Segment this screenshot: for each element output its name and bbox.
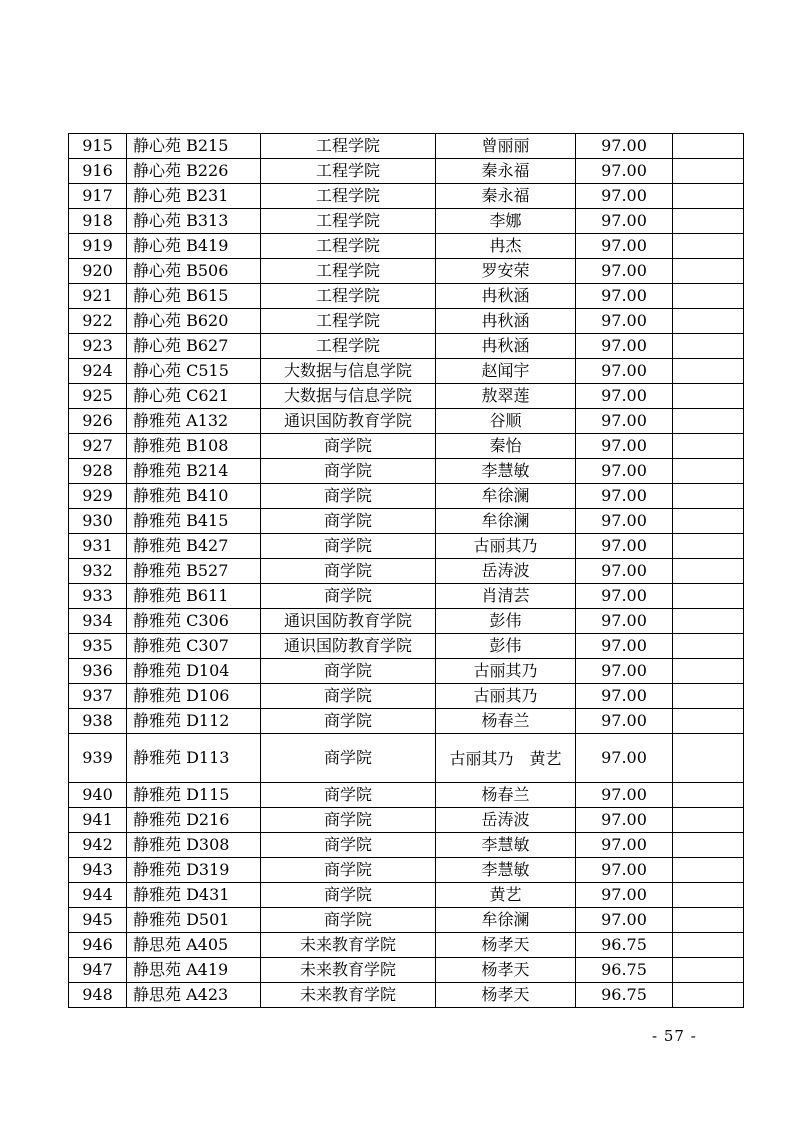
table-row (69, 534, 744, 559)
cell-note (673, 434, 744, 459)
cell-college: 商学院 (261, 808, 436, 833)
cell-room: 静雅苑 D431 (127, 883, 261, 908)
cell-note (673, 209, 744, 234)
cell-college: 工程学院 (261, 184, 436, 209)
cell-name: 牟徐澜 (436, 908, 576, 933)
cell-name: 古丽其乃 (436, 684, 576, 709)
cell-room: 静雅苑 D308 (127, 833, 261, 858)
cell-number: 915 (69, 134, 127, 159)
cell-college: 未来教育学院 (261, 958, 436, 983)
cell-note (673, 484, 744, 509)
cell-note (673, 184, 744, 209)
cell-college: 工程学院 (261, 259, 436, 284)
cell-number: 947 (69, 958, 127, 983)
cell-college: 工程学院 (261, 284, 436, 309)
cell-name: 冉秋涵 (436, 284, 576, 309)
cell-name: 秦永福 (436, 184, 576, 209)
cell-room: 静雅苑 D113 (127, 734, 261, 783)
table-row (69, 883, 744, 908)
cell-note (673, 534, 744, 559)
cell-college: 工程学院 (261, 159, 436, 184)
cell-room: 静雅苑 B427 (127, 534, 261, 559)
cell-number: 941 (69, 808, 127, 833)
cell-name: 杨孝天 (436, 933, 576, 958)
cell-name: 李慧敏 (436, 833, 576, 858)
cell-number: 938 (69, 709, 127, 734)
table-row (69, 359, 744, 384)
cell-room: 静雅苑 D106 (127, 684, 261, 709)
cell-college: 商学院 (261, 659, 436, 684)
cell-name: 牟徐澜 (436, 509, 576, 534)
cell-score: 97.00 (576, 509, 673, 534)
cell-room: 静思苑 A419 (127, 958, 261, 983)
cell-number: 920 (69, 259, 127, 284)
cell-note (673, 808, 744, 833)
cell-note (673, 409, 744, 434)
cell-name: 古丽其乃 (436, 659, 576, 684)
cell-name: 冉秋涵 (436, 334, 576, 359)
cell-name: 罗安荣 (436, 259, 576, 284)
table-row (69, 184, 744, 209)
cell-room: 静雅苑 D104 (127, 659, 261, 684)
cell-score: 97.00 (576, 559, 673, 584)
cell-name: 李慧敏 (436, 459, 576, 484)
table-row (69, 609, 744, 634)
cell-room: 静心苑 B419 (127, 234, 261, 259)
cell-room: 静雅苑 B527 (127, 559, 261, 584)
table-row (69, 259, 744, 284)
cell-name: 秦怡 (436, 434, 576, 459)
table-row (69, 209, 744, 234)
table-row (69, 484, 744, 509)
cell-college: 商学院 (261, 509, 436, 534)
cell-name: 李慧敏 (436, 858, 576, 883)
cell-number: 917 (69, 184, 127, 209)
cell-number: 937 (69, 684, 127, 709)
cell-room: 静心苑 C621 (127, 384, 261, 409)
cell-score: 97.00 (576, 284, 673, 309)
cell-number: 930 (69, 509, 127, 534)
cell-score: 97.00 (576, 159, 673, 184)
cell-college: 商学院 (261, 584, 436, 609)
cell-room: 静雅苑 A132 (127, 409, 261, 434)
table-row (69, 159, 744, 184)
cell-college: 通识国防教育学院 (261, 634, 436, 659)
table-row (69, 134, 744, 159)
cell-room: 静雅苑 D319 (127, 858, 261, 883)
cell-score: 97.00 (576, 359, 673, 384)
cell-college: 通识国防教育学院 (261, 409, 436, 434)
cell-college: 未来教育学院 (261, 983, 436, 1008)
cell-college: 商学院 (261, 908, 436, 933)
cell-number: 927 (69, 434, 127, 459)
table-row (69, 958, 744, 983)
cell-number: 916 (69, 159, 127, 184)
cell-name: 古丽其乃 黄艺 (436, 734, 576, 783)
cell-room: 静雅苑 D216 (127, 808, 261, 833)
cell-name: 杨春兰 (436, 783, 576, 808)
table-row (69, 334, 744, 359)
cell-number: 948 (69, 983, 127, 1008)
cell-number: 931 (69, 534, 127, 559)
table-body (69, 134, 744, 1008)
table-row (69, 709, 744, 734)
cell-name: 谷顺 (436, 409, 576, 434)
cell-score: 97.00 (576, 734, 673, 783)
cell-college: 大数据与信息学院 (261, 359, 436, 384)
cell-score: 97.00 (576, 309, 673, 334)
cell-room: 静心苑 B506 (127, 259, 261, 284)
cell-score: 97.00 (576, 484, 673, 509)
cell-note (673, 983, 744, 1008)
cell-name: 岳涛波 (436, 808, 576, 833)
cell-name: 敖翠莲 (436, 384, 576, 409)
cell-number: 940 (69, 783, 127, 808)
cell-note (673, 833, 744, 858)
cell-score: 97.00 (576, 184, 673, 209)
cell-score: 96.75 (576, 933, 673, 958)
cell-note (673, 334, 744, 359)
cell-score: 97.00 (576, 783, 673, 808)
cell-room: 静心苑 B215 (127, 134, 261, 159)
cell-room: 静心苑 B226 (127, 159, 261, 184)
table-row (69, 509, 744, 534)
cell-room: 静雅苑 B214 (127, 459, 261, 484)
cell-college: 商学院 (261, 783, 436, 808)
cell-name: 黄艺 (436, 883, 576, 908)
cell-score: 96.75 (576, 958, 673, 983)
cell-score: 97.00 (576, 459, 673, 484)
table-row (69, 284, 744, 309)
cell-college: 工程学院 (261, 234, 436, 259)
cell-number: 929 (69, 484, 127, 509)
page-number: - 57 - (652, 1027, 697, 1045)
table-row (69, 309, 744, 334)
cell-name: 李娜 (436, 209, 576, 234)
cell-number: 935 (69, 634, 127, 659)
cell-note (673, 309, 744, 334)
cell-note (673, 559, 744, 584)
cell-college: 商学院 (261, 434, 436, 459)
cell-room: 静心苑 B313 (127, 209, 261, 234)
cell-room: 静思苑 A405 (127, 933, 261, 958)
table-row (69, 384, 744, 409)
table-row (69, 584, 744, 609)
cell-college: 商学院 (261, 559, 436, 584)
cell-name: 杨春兰 (436, 709, 576, 734)
cell-number: 928 (69, 459, 127, 484)
cell-note (673, 659, 744, 684)
cell-note (673, 234, 744, 259)
cell-college: 商学院 (261, 534, 436, 559)
cell-number: 944 (69, 883, 127, 908)
table-row (69, 434, 744, 459)
table-row (69, 808, 744, 833)
cell-room: 静雅苑 B108 (127, 434, 261, 459)
cell-note (673, 609, 744, 634)
dormitory-score-table (68, 133, 744, 1008)
cell-score: 97.00 (576, 609, 673, 634)
cell-note (673, 734, 744, 783)
table-row (69, 833, 744, 858)
cell-note (673, 684, 744, 709)
cell-room: 静心苑 B615 (127, 284, 261, 309)
cell-room: 静雅苑 C307 (127, 634, 261, 659)
cell-name: 秦永福 (436, 159, 576, 184)
cell-score: 97.00 (576, 684, 673, 709)
cell-score: 97.00 (576, 858, 673, 883)
cell-note (673, 359, 744, 384)
cell-note (673, 883, 744, 908)
cell-score: 97.00 (576, 209, 673, 234)
cell-room: 静雅苑 B415 (127, 509, 261, 534)
cell-note (673, 634, 744, 659)
cell-college: 未来教育学院 (261, 933, 436, 958)
cell-score: 97.00 (576, 908, 673, 933)
cell-score: 97.00 (576, 808, 673, 833)
cell-note (673, 159, 744, 184)
cell-note (673, 459, 744, 484)
cell-number: 946 (69, 933, 127, 958)
cell-college: 大数据与信息学院 (261, 384, 436, 409)
cell-number: 924 (69, 359, 127, 384)
cell-name: 牟徐澜 (436, 484, 576, 509)
cell-room: 静雅苑 D501 (127, 908, 261, 933)
cell-room: 静雅苑 C306 (127, 609, 261, 634)
cell-college: 商学院 (261, 709, 436, 734)
cell-room: 静思苑 A423 (127, 983, 261, 1008)
cell-note (673, 958, 744, 983)
cell-score: 97.00 (576, 134, 673, 159)
cell-number: 934 (69, 609, 127, 634)
cell-name: 冉秋涵 (436, 309, 576, 334)
cell-room: 静雅苑 D115 (127, 783, 261, 808)
cell-name: 杨孝天 (436, 983, 576, 1008)
cell-number: 945 (69, 908, 127, 933)
table-row (69, 933, 744, 958)
cell-score: 97.00 (576, 883, 673, 908)
cell-college: 商学院 (261, 833, 436, 858)
cell-name: 古丽其乃 (436, 534, 576, 559)
cell-college: 工程学院 (261, 209, 436, 234)
cell-score: 97.00 (576, 384, 673, 409)
cell-number: 933 (69, 584, 127, 609)
cell-score: 97.00 (576, 634, 673, 659)
cell-room: 静雅苑 B410 (127, 484, 261, 509)
cell-note (673, 384, 744, 409)
cell-name: 曾丽丽 (436, 134, 576, 159)
cell-note (673, 783, 744, 808)
cell-number: 932 (69, 559, 127, 584)
cell-name: 彭伟 (436, 609, 576, 634)
cell-score: 97.00 (576, 833, 673, 858)
cell-name: 冉杰 (436, 234, 576, 259)
cell-note (673, 509, 744, 534)
table-row (69, 858, 744, 883)
cell-room: 静心苑 B627 (127, 334, 261, 359)
cell-college: 商学院 (261, 734, 436, 783)
cell-note (673, 259, 744, 284)
cell-score: 97.00 (576, 709, 673, 734)
cell-room: 静心苑 B231 (127, 184, 261, 209)
cell-score: 97.00 (576, 659, 673, 684)
table-row (69, 684, 744, 709)
cell-name: 彭伟 (436, 634, 576, 659)
table-row (69, 234, 744, 259)
cell-score: 97.00 (576, 409, 673, 434)
cell-score: 97.00 (576, 584, 673, 609)
cell-number: 925 (69, 384, 127, 409)
cell-number: 919 (69, 234, 127, 259)
cell-number: 918 (69, 209, 127, 234)
table-row (69, 634, 744, 659)
cell-note (673, 284, 744, 309)
cell-number: 923 (69, 334, 127, 359)
cell-note (673, 134, 744, 159)
cell-college: 工程学院 (261, 134, 436, 159)
cell-college: 商学院 (261, 684, 436, 709)
table-row (69, 908, 744, 933)
cell-name: 岳涛波 (436, 559, 576, 584)
cell-score: 97.00 (576, 259, 673, 284)
cell-name: 杨孝天 (436, 958, 576, 983)
cell-score: 97.00 (576, 234, 673, 259)
table-row (69, 559, 744, 584)
cell-note (673, 584, 744, 609)
table-row (69, 409, 744, 434)
table-row (69, 459, 744, 484)
cell-note (673, 908, 744, 933)
table-row (69, 783, 744, 808)
cell-score: 97.00 (576, 534, 673, 559)
cell-college: 工程学院 (261, 309, 436, 334)
table-row (69, 659, 744, 684)
cell-college: 通识国防教育学院 (261, 609, 436, 634)
cell-college: 商学院 (261, 858, 436, 883)
cell-score: 96.75 (576, 983, 673, 1008)
cell-number: 939 (69, 734, 127, 783)
cell-college: 商学院 (261, 484, 436, 509)
cell-note (673, 933, 744, 958)
cell-score: 97.00 (576, 434, 673, 459)
cell-room: 静雅苑 B611 (127, 584, 261, 609)
cell-number: 921 (69, 284, 127, 309)
cell-number: 942 (69, 833, 127, 858)
cell-number: 926 (69, 409, 127, 434)
cell-note (673, 709, 744, 734)
cell-number: 943 (69, 858, 127, 883)
cell-name: 肖清芸 (436, 584, 576, 609)
table-row (69, 983, 744, 1008)
cell-number: 936 (69, 659, 127, 684)
cell-note (673, 858, 744, 883)
cell-college: 商学院 (261, 459, 436, 484)
cell-room: 静心苑 C515 (127, 359, 261, 384)
cell-score: 97.00 (576, 334, 673, 359)
cell-room: 静心苑 B620 (127, 309, 261, 334)
cell-number: 922 (69, 309, 127, 334)
cell-college: 工程学院 (261, 334, 436, 359)
cell-room: 静雅苑 D112 (127, 709, 261, 734)
table-row (69, 734, 744, 783)
cell-college: 商学院 (261, 883, 436, 908)
cell-name: 赵闻宇 (436, 359, 576, 384)
